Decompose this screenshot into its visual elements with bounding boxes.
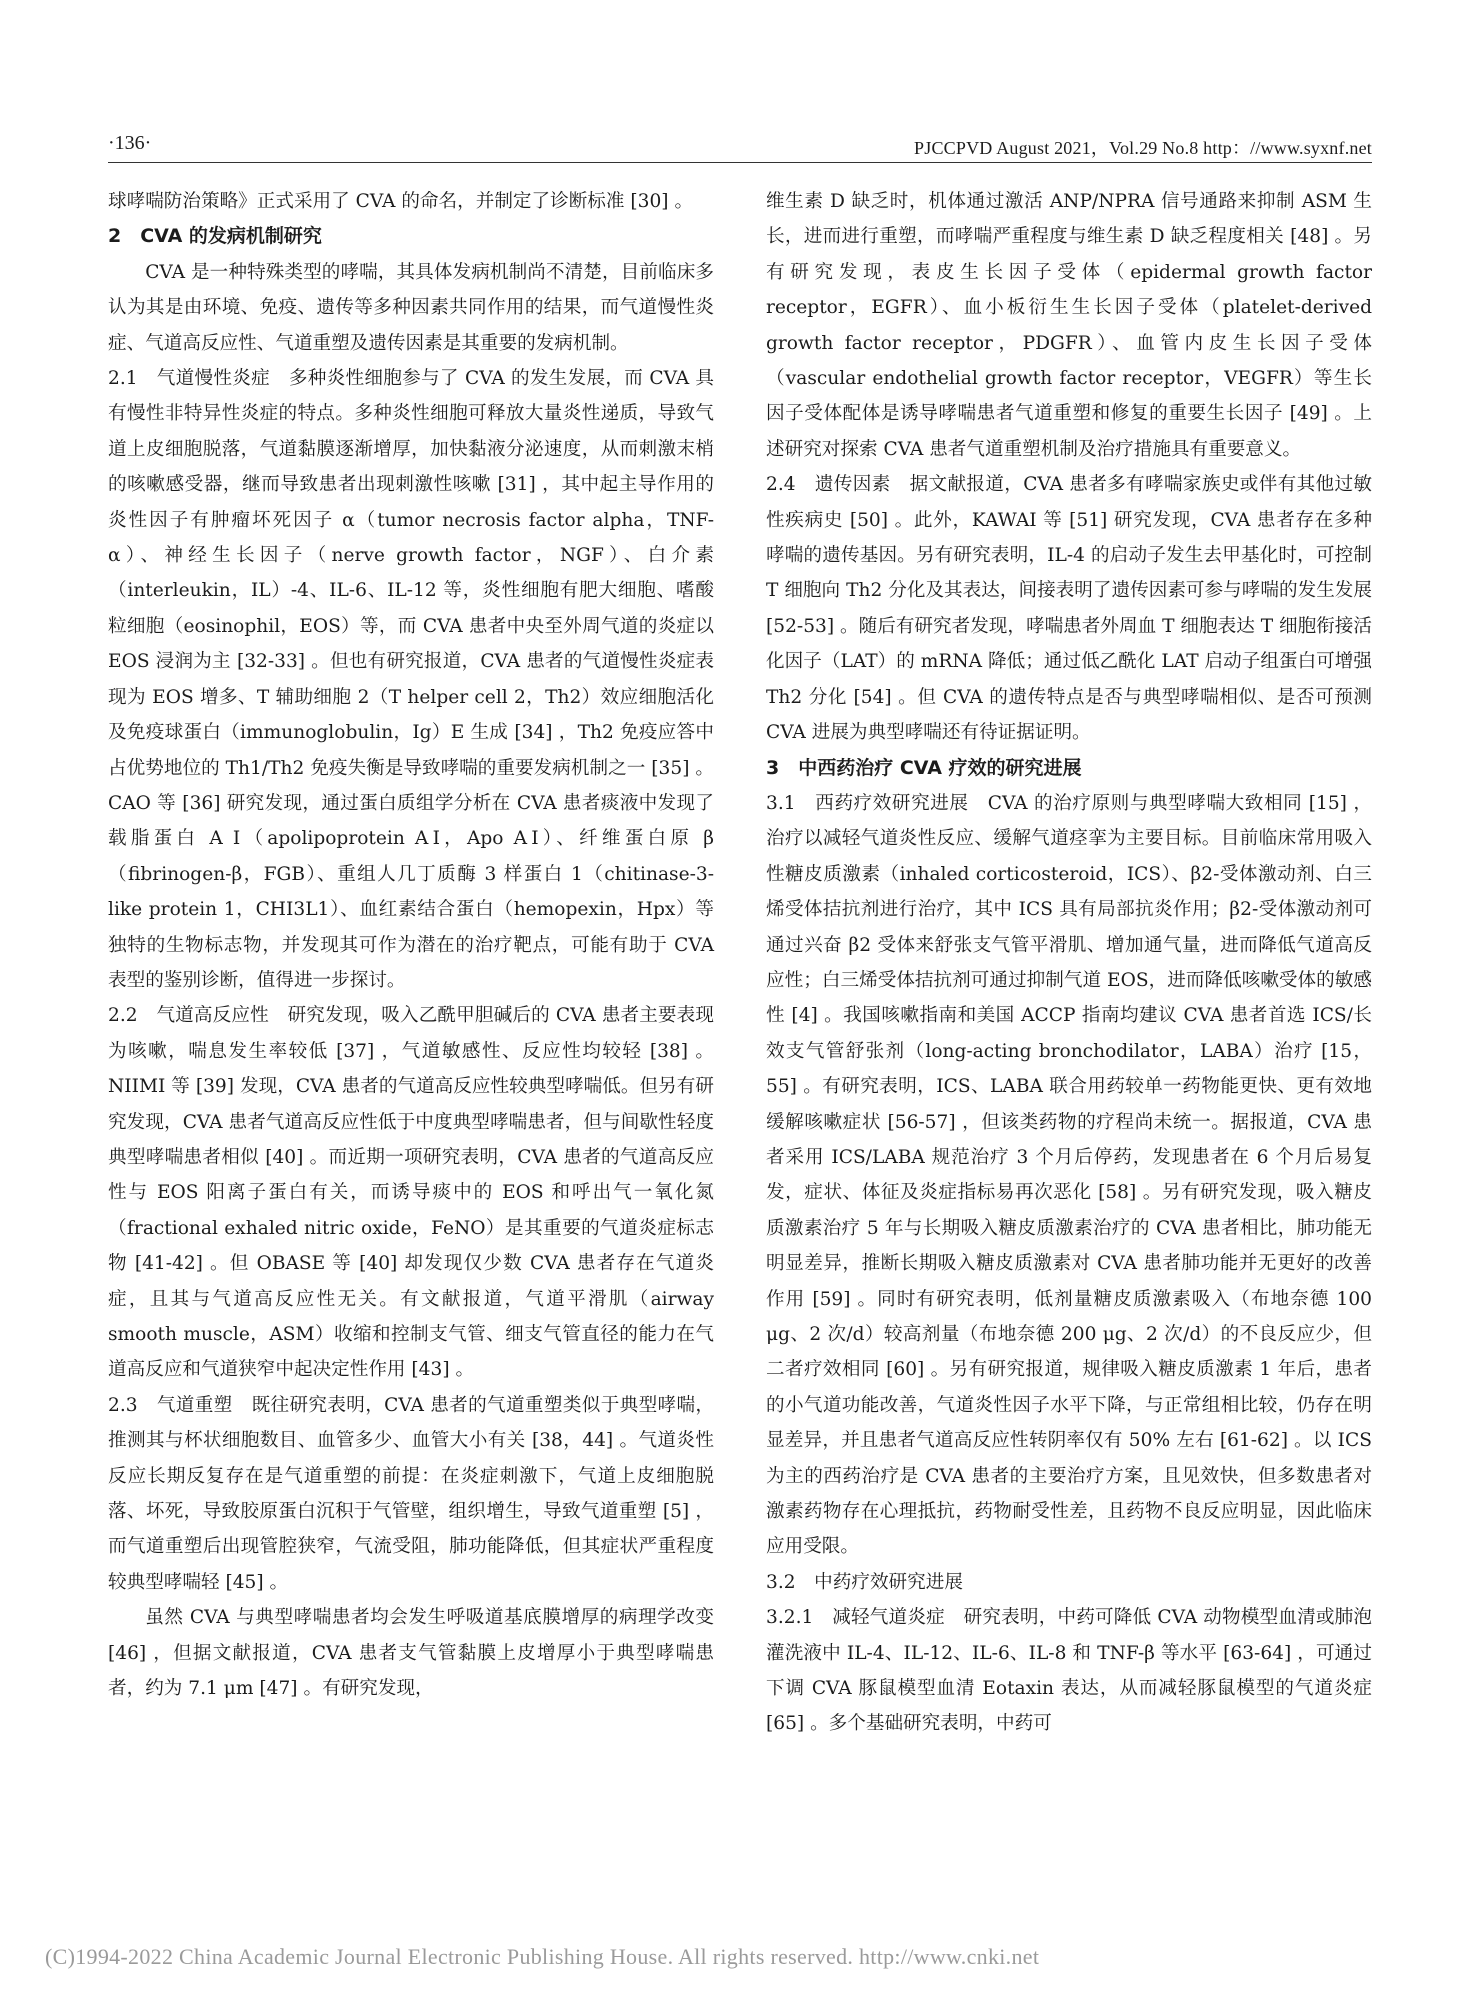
- page-header: [108, 132, 1372, 163]
- right-column: [766, 184, 1372, 1742]
- copyright-footer: (C)1994-2022 China Academic Journal Electronic Publishing House. All rights reserved. http://www.cnki.net: [45, 1944, 1040, 1969]
- subsection-title: 2.1 气道慢性炎症: [108, 368, 271, 390]
- paragraph: 球哮喘防治策略》正式采用了 CVA 的命名，并制定了诊断标准 [30] 。: [108, 191, 694, 212]
- section-heading: 2 CVA 的发病机制研究: [108, 225, 322, 248]
- subsection-text: 既往研究表明，CVA 患者的气道重塑类似于典型哮喘，推测其与杯状细胞数目、血管多少、血管大小有关 [38，44] 。气道炎性反应长期反复存在是气道重塑的前提：在炎症刺激下，气道上皮细胞脱落、坏死，导致胶原蛋白沉积于气管壁，组织增生，导致气道重塑 [5] ，而气道重塑后出现管腔狭窄，气流受阻，肺功能降低，但其症状严重程度较典型哮喘轻 [45] 。: [108, 1394, 714, 1593]
- subsection-text: CVA 的治疗原则与典型哮喘大致相同 [15] ，治疗以减轻气道炎性反应、缓解气道痉挛为主要目标。目前临床常用吸入性糖皮质激素（inhaled corticosteroid，ICS）、β2-受体激动剂、白三烯受体拮抗剂进行治疗，其中 ICS 具有局部抗炎作用；β2-受体激动剂可通过兴奋 β2 受体来舒张支气管平滑肌、增加通气量，进而降低气道高反应性；白三烯受体拮抗剂可通过抑制气道 EOS，进而降低咳嗽受体的敏感性 [4] 。我国咳嗽指南和美国 ACCP 指南均建议 CVA 患者首选 ICS/长效支气管舒张剂（long-acting bronchodilator，LABA）治疗 [15，55] 。有研究表明，ICS、LABA 联合用药较单一药物能更快、更有效地缓解咳嗽症状 [56-57] ，但该类药物的疗程尚未统一。据报道，CVA 患者采用 ICS/LABA 规范治疗 3 个月后停药，发现患者在 6 个月后易复发，症状、体征及炎症指标易再次恶化 [58] 。另有研究发现，吸入糖皮质激素治疗 5 年与长期吸入糖皮质激素治疗的 CVA 患者相比，肺功能无明显差异，推断长期吸入糖皮质激素对 CVA 患者肺功能并无更好的改善作用 [59] 。同时有研究表明，低剂量糖皮质激素吸入（布地奈德 100 μg、2 次/d）较高剂量（布地奈德 200 μg、2 次/d）的不良反应少，但二者疗效相同 [60] 。另有研究报道，规律吸入糖皮质激素 1 年后，患者的小气道功能改善，气道炎性因子水平下降，与正常组相比较，仍存在明显差异，并且患者气道高反应性转阴率仅有 50% 左右 [61-62] 。以 ICS 为主的西药治疗是 CVA 患者的主要治疗方案，且见效快，但多数患者对激素药物存在心理抵抗，药物耐受性差，且药物不良反应明显，因此临床应用受限。: [766, 792, 1372, 1558]
- subsection-title: 2.3 气道重塑: [108, 1394, 233, 1416]
- journal-info: PJCCPVD August 2021，Vol.29 No.8 http：//www.syxnf.net: [914, 138, 1372, 158]
- paragraph: CVA 是一种特殊类型的哮喘，其具体发病机制尚不清楚，目前临床多认为其是由环境、免疫、遗传等多种因素共同作用的结果，而气道慢性炎症、气道高反应性、气道重塑及遗传因素是其重要的发病机制。: [108, 261, 714, 354]
- subsection-title: 3.1 西药疗效研究进展: [766, 792, 969, 814]
- subsection-text: 研究发现，吸入乙酰甲胆碱后的 CVA 患者主要表现为咳嗽，喘息发生率较低 [37] ，气道敏感性、反应性均较轻 [38] 。NIIMI 等 [39] 发现，CVA 患者的气道高反应性较典型哮喘低。但另有研究发现，CVA 患者气道高反应性低于中度典型哮喘患者，但与间歇性轻度典型哮喘患者相似 [40] 。而近期一项研究表明，CVA 患者的气道高反应性与 EOS 阳离子蛋白有关，而诱导痰中的 EOS 和呼出气一氧化氮（fractional exhaled nitric oxide，FeNO）是其重要的气道炎症标志物 [41-42] 。但 OBASE 等 [40] 却发现仅少数 CVA 患者存在气道炎症，且其与气道高反应性无关。有文献报道，气道平滑肌（airway smooth muscle，ASM）收缩和控制支气管、细支气管直径的能力在气道高反应和气道狭窄中起决定性作用 [43] 。: [108, 1005, 714, 1381]
- paragraph: 虽然 CVA 与典型哮喘患者均会发生呼吸道基底膜增厚的病理学改变 [46] ，但据文献报道，CVA 患者支气管黏膜上皮增厚小于典型哮喘患者，约为 7.1 μm [47] 。有研究发现，: [108, 1607, 714, 1700]
- paragraph: 维生素 D 缺乏时，机体通过激活 ANP/NPRA 信号通路来抑制 ASM 生长，进而进行重塑，而哮喘严重程度与维生素 D 缺乏程度相关 [48] 。另有研究发现，表皮生长因子受体（epidermal growth factor receptor，EGFR）、血小板衍生生长因子受体（platelet-derived growth factor receptor，PDGFR）、血管内皮生长因子受体（vascular endothelial growth factor receptor，VEGFR）等生长因子受体配体是诱导哮喘患者气道重塑和修复的重要生长因子 [49] 。上述研究对探索 CVA 患者气道重塑机制及治疗措施具有重要意义。: [766, 191, 1372, 460]
- page-number: ·136·: [108, 132, 152, 154]
- left-column: [108, 184, 714, 1706]
- subsection-text: 据文献报道，CVA 患者多有哮喘家族史或伴有其他过敏性疾病史 [50] 。此外，KAWAI 等 [51] 研究发现，CVA 患者存在多种哮喘的遗传基因。另有研究表明，IL-4 的启动子发生去甲基化时，可控制 T 细胞向 Th2 分化及其表达，间接表明了遗传因素可参与哮喘的发生发展 [52-53] 。随后有研究者发现，哮喘患者外周血 T 细胞表达 T 细胞衔接活化因子（LAT）的 mRNA 降低；通过低乙酰化 LAT 启动子组蛋白可增强 Th2 分化 [54] 。但 CVA 的遗传特点是否与典型哮喘相似、是否可预测 CVA 进展为典型哮喘还有待证据证明。: [766, 474, 1372, 744]
- subsection-text: 研究表明，中药可降低 CVA 动物模型血清或肺泡灌洗液中 IL-4、IL-12、IL-6、IL-8 和 TNF-β 等水平 [63-64] ，可通过下调 CVA 豚鼠模型血清 Eotaxin 表达，从而减轻豚鼠模型的气道炎症 [65] 。多个基础研究表明，中药可: [766, 1607, 1372, 1735]
- subsection-text: 多种炎性细胞参与了 CVA 的发生发展，而 CVA 具有慢性非特异性炎症的特点。多种炎性细胞可释放大量炎性递质，导致气道上皮细胞脱落，气道黏膜逐渐增厚，加快黏液分泌速度，从而刺激末梢的咳嗽感受器，继而导致患者出现刺激性咳嗽 [31] ，其中起主导作用的炎性因子有肿瘤坏死因子 α（tumor necrosis factor alpha，TNF-α）、神经生长因子（nerve growth factor，NGF）、白介素（interleukin，IL）-4、IL-6、IL-12 等，炎性细胞有肥大细胞、嗜酸粒细胞（eosinophil，EOS）等，而 CVA 患者中央至外周气道的炎症以 EOS 浸润为主 [32-33] 。但也有研究报道，CVA 患者的气道慢性炎症表现为 EOS 增多、T 辅助细胞 2（T helper cell 2，Th2）效应细胞活化及免疫球蛋白（immunoglobulin，Ig）E 生成 [34] ，Th2 免疫应答中占优势地位的 Th1/Th2 免疫失衡是导致哮喘的重要发病机制之一 [35] 。CAO 等 [36] 研究发现，通过蛋白质组学分析在 CVA 患者痰液中发现了载脂蛋白 A Ⅰ（apolipoprotein AⅠ，Apo AⅠ）、纤维蛋白原 β（fibrinogen-β，FGB）、重组人几丁质酶 3 样蛋白 1（chitinase-3-like protein 1，CHI3L1）、血红素结合蛋白（hemopexin，Hpx）等独特的生物标志物，并发现其可作为潜在的治疗靶点，可能有助于 CVA 表型的鉴别诊断，值得进一步探讨。: [108, 368, 714, 991]
- subsection-heading: 3.2 中药疗效研究进展: [766, 1571, 963, 1593]
- subsection-title: 2.2 气道高反应性: [108, 1005, 269, 1027]
- subsection-title: 2.4 遗传因素: [766, 474, 891, 496]
- subsection-title: 3.2.1 减轻气道炎症: [766, 1607, 945, 1629]
- section-heading: 3 中西药治疗 CVA 疗效的研究进展: [766, 756, 1082, 779]
